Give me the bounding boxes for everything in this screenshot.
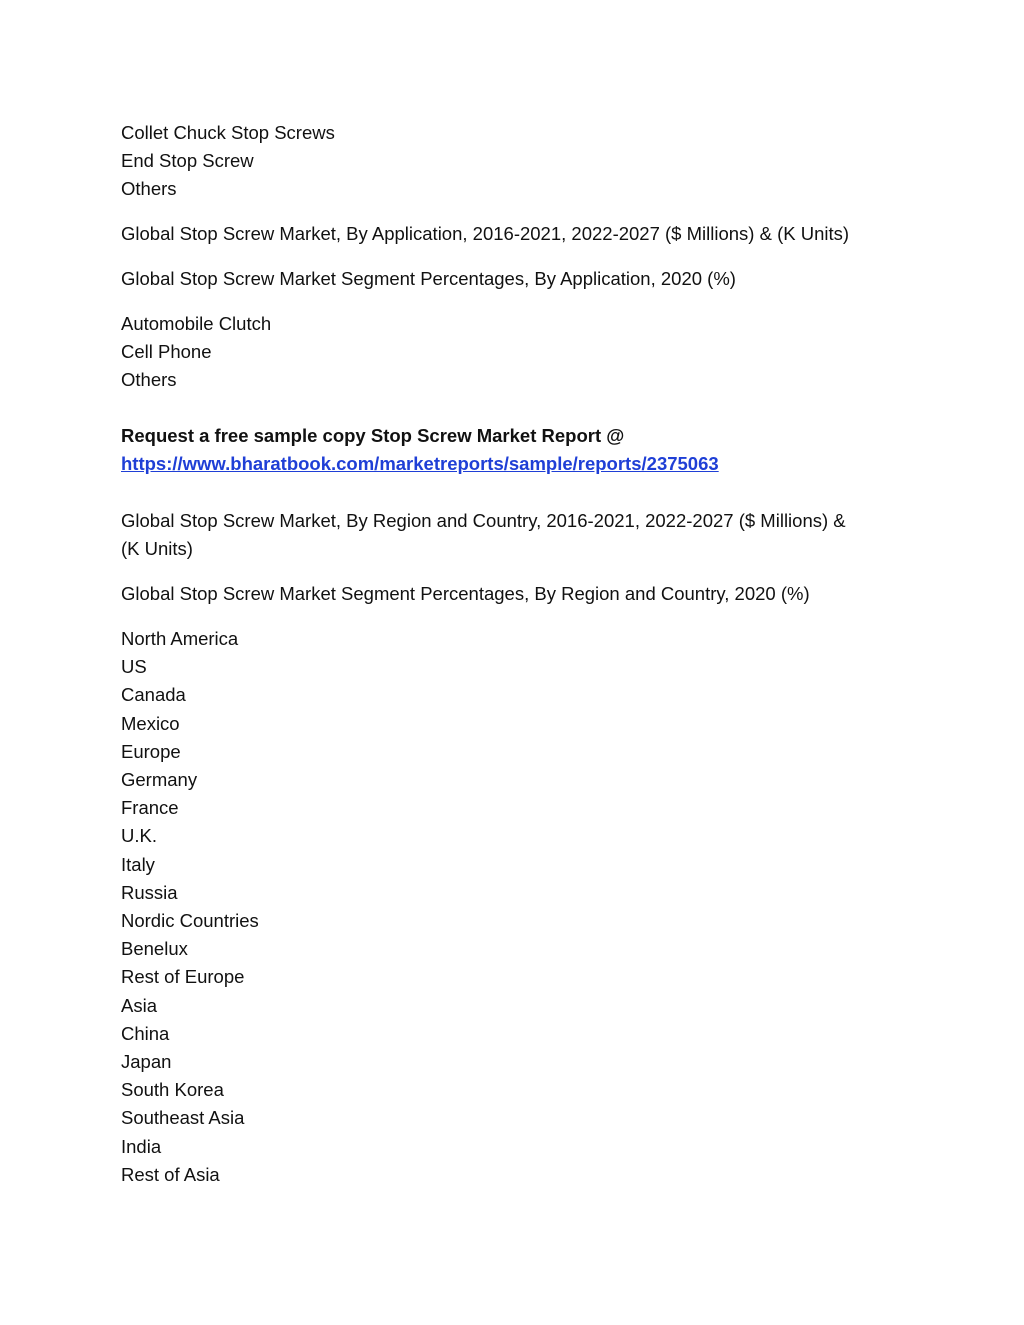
sample-request-link[interactable]: https://www.bharatbook.com/marketreports/sample/reports/2375063 xyxy=(121,453,719,475)
list-item: Automobile Clutch xyxy=(121,313,272,334)
list-item: Rest of Europe xyxy=(121,966,245,988)
list-item: Germany xyxy=(121,769,198,791)
list-item: Asia xyxy=(121,994,157,1016)
list-item: Italy xyxy=(121,853,155,875)
list-item: Nordic Countries xyxy=(121,910,259,932)
list-item: France xyxy=(121,797,179,819)
list-item: Canada xyxy=(121,684,186,706)
list-item: Europe xyxy=(121,740,181,762)
list-item: Others xyxy=(121,178,177,200)
list-item: Japan xyxy=(121,1051,172,1073)
region-market-heading: Global Stop Screw Market, By Region and Country, 2016-2021, 2022-2027 ($ Millions) & (K Units) xyxy=(121,510,846,560)
list-item: Rest of Asia xyxy=(121,1163,220,1185)
list-item: Benelux xyxy=(121,938,188,960)
list-item: U.K. xyxy=(121,825,157,847)
list-item: End Stop Screw xyxy=(121,150,254,172)
list-item: Collet Chuck Stop Screws xyxy=(121,122,335,143)
list-item: India xyxy=(121,1135,162,1157)
application-segment-heading: Global Stop Screw Market Segment Percentages, By Application, 2020 (%) xyxy=(121,268,736,289)
list-item: Mexico xyxy=(121,712,180,734)
list-item: China xyxy=(121,1022,170,1044)
region-list xyxy=(121,625,881,1189)
list-item: Others xyxy=(121,369,177,391)
sample-request xyxy=(121,422,881,478)
list-item: Russia xyxy=(121,881,178,903)
list-item: Southeast Asia xyxy=(121,1107,245,1129)
list-item: Cell Phone xyxy=(121,341,212,363)
type-list xyxy=(121,119,881,204)
application-list xyxy=(121,310,881,395)
list-item: North America xyxy=(121,628,239,649)
region-segment-heading: Global Stop Screw Market Segment Percentages, By Region and Country, 2020 (%) xyxy=(121,583,810,604)
sample-request-text: Request a free sample copy Stop Screw Market Report @ xyxy=(121,425,625,446)
application-market-heading: Global Stop Screw Market, By Application, 2016-2021, 2022-2027 ($ Millions) & (K Units) xyxy=(121,223,850,244)
list-item: South Korea xyxy=(121,1079,224,1101)
list-item: US xyxy=(121,656,147,678)
